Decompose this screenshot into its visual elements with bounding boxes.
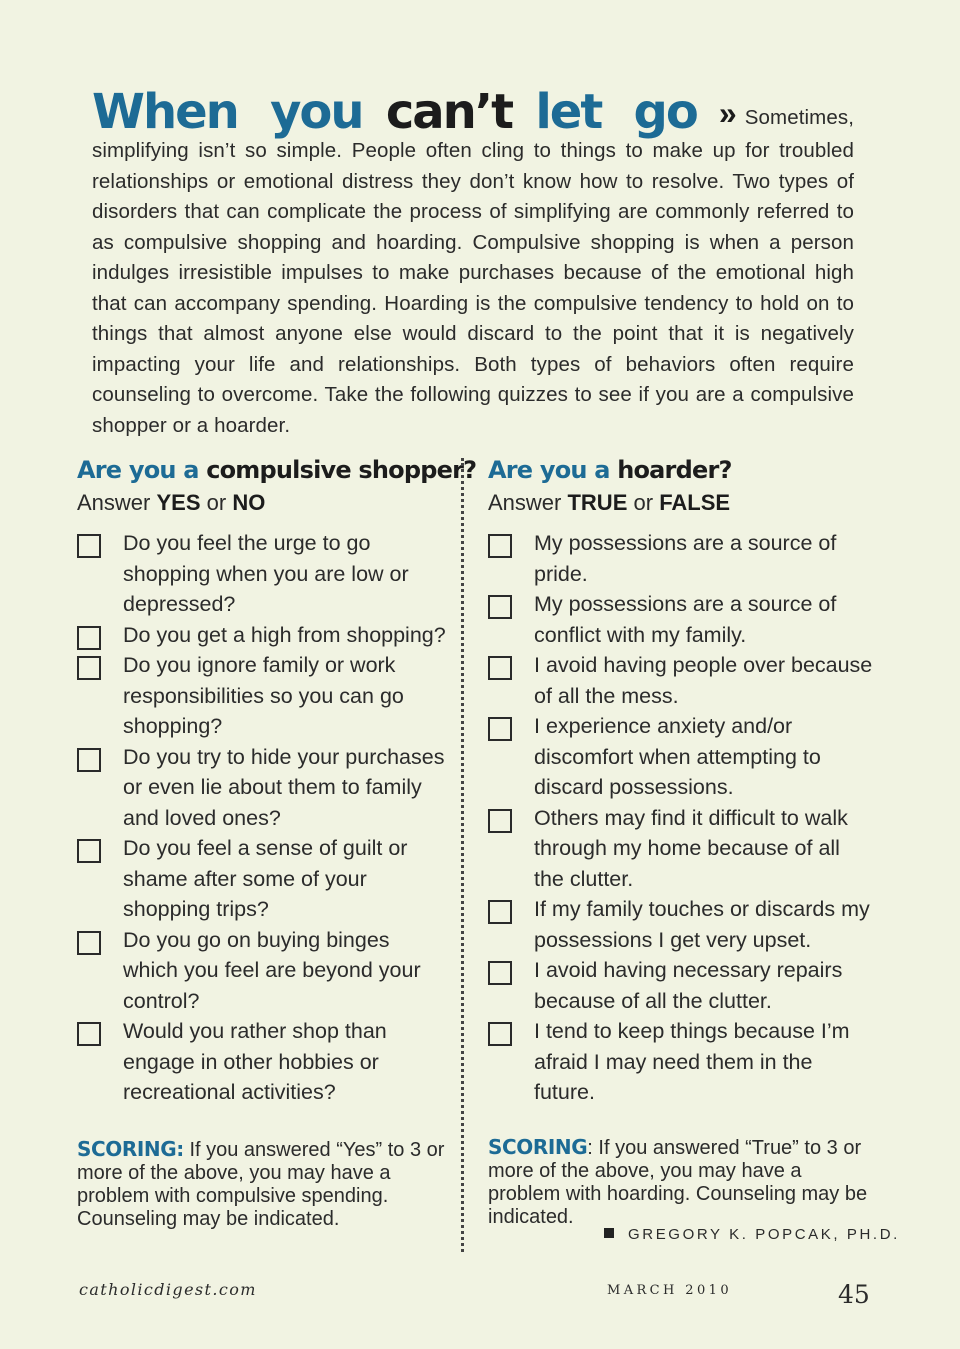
answer-checkbox[interactable] [488, 1022, 512, 1046]
statement-text: I tend to keep things because I’m afraid I may need them in the future. [534, 1019, 850, 1104]
answer-checkbox[interactable] [77, 626, 101, 650]
question-text: Do you try to hide your purchases or even lie about them to family and loved ones? [123, 744, 445, 830]
answer-checkbox[interactable] [77, 839, 101, 863]
scoring-text: If you answered “Yes” to 3 or more of the above, you may have a problem with compulsive spending. Counseling may be indicated. [77, 1138, 445, 1230]
hoarder-statement [488, 711, 873, 803]
question-text: Do you feel the urge to go shopping when you are low or depressed? [123, 531, 409, 616]
hoarder-statement [488, 955, 873, 1016]
statement-text: My possessions are a source of pride. [534, 531, 837, 586]
shopper-question [77, 742, 447, 834]
hoarder-statement [488, 894, 873, 955]
title-part-1: When you [92, 84, 363, 140]
footer-site: catholicdigest.com [79, 1280, 257, 1299]
answer-checkbox[interactable] [488, 961, 512, 985]
answer-checkbox[interactable] [77, 534, 101, 558]
answer-checkbox[interactable] [488, 900, 512, 924]
shopper-scoring [77, 1138, 447, 1231]
scoring-label: SCORING [488, 1134, 588, 1159]
shopper-question [77, 925, 447, 1017]
question-text: Do you ignore family or work responsibilities so you can go shopping? [123, 653, 404, 738]
shopper-question [77, 833, 447, 925]
answer-checkbox[interactable] [77, 748, 101, 772]
column-divider [461, 458, 464, 1252]
hoarder-answer-instruction: Answer TRUE or FALSE [488, 490, 731, 515]
hoarder-statement [488, 589, 873, 650]
question-text: Do you get a high from shopping? [123, 622, 446, 647]
scoring-text: : If you answered “True” to 3 or more of the above, you may have a problem with hoarding. Counseling may be indicated. [488, 1136, 868, 1228]
hoarder-quiz [488, 452, 873, 1229]
article-header [92, 84, 854, 441]
statement-text: I experience anxiety and/or discomfort when attempting to discard possessions. [534, 714, 821, 799]
scoring-label: SCORING: [77, 1136, 184, 1161]
answer-checkbox[interactable] [488, 809, 512, 833]
shopper-question [77, 1016, 447, 1108]
question-text: Would you rather shop than engage in other hobbies or recreational activities? [123, 1019, 387, 1104]
page-number: 45 [838, 1280, 870, 1309]
byline [604, 1226, 900, 1243]
footer-date: MARCH 2010 [607, 1283, 732, 1298]
answer-checkbox[interactable] [488, 534, 512, 558]
title-separator: » [718, 95, 737, 131]
shopper-quiz [77, 452, 477, 1231]
intro-text: Sometimes, simplifying isn’t so simple. People often cling to things to make up for troubled relationships or emotional distress they don’t know how to resolve. Two types of disorders that can complicate the process of simplifying are commonly referred to as compulsive shopping and hoarding. Compulsive shopping is when a person indulges irresistible impulses to make purchases because of the emotional high that can accompany spending. Hoarding is the compulsive tendency to hold on to things that almost anyone else would discard to the point that it is negatively impacting your life and relationships. Both types of behaviors often require counseling to overcome. Take the following quizzes to see if you are a compulsive shopper or a hoarder. [92, 106, 854, 437]
intro-paragraph [92, 84, 854, 441]
statement-text: I avoid having people over because of all the mess. [534, 653, 873, 708]
answer-checkbox[interactable] [488, 656, 512, 680]
shopper-question [77, 650, 447, 742]
hoarder-statement [488, 803, 873, 895]
shopper-question [77, 528, 447, 620]
hoarder-quiz-heading: Are you a hoarder? [488, 456, 732, 484]
shopper-question [77, 620, 447, 651]
question-text: Do you go on buying binges which you feel are beyond your control? [123, 927, 421, 1013]
hoarder-statement [488, 1016, 873, 1108]
statement-text: I avoid having necessary repairs because of all the clutter. [534, 958, 843, 1013]
square-bullet-icon [604, 1228, 614, 1238]
shopper-quiz-heading: Are you a compulsive shopper? [77, 456, 477, 484]
author-name: GREGORY K. POPCAK, PH.D. [628, 1226, 900, 1243]
answer-checkbox[interactable] [488, 595, 512, 619]
answer-checkbox[interactable] [77, 656, 101, 680]
answer-checkbox[interactable] [488, 717, 512, 741]
title-part-3: let go [535, 84, 697, 140]
hoarder-statement [488, 650, 873, 711]
question-text: Do you feel a sense of guilt or shame after some of your shopping trips? [123, 836, 408, 921]
statement-text: If my family touches or discards my possessions I get very upset. [534, 897, 870, 952]
statement-text: Others may find it difficult to walk through my home because of all the clutter. [534, 805, 848, 891]
hoarder-statement [488, 528, 873, 589]
title-part-2: can’t [385, 84, 513, 140]
shopper-answer-instruction: Answer YES or NO [77, 490, 266, 515]
hoarder-scoring [488, 1136, 873, 1229]
statement-text: My possessions are a source of conflict with my family. [534, 592, 837, 647]
answer-checkbox[interactable] [77, 931, 101, 955]
answer-checkbox[interactable] [77, 1022, 101, 1046]
